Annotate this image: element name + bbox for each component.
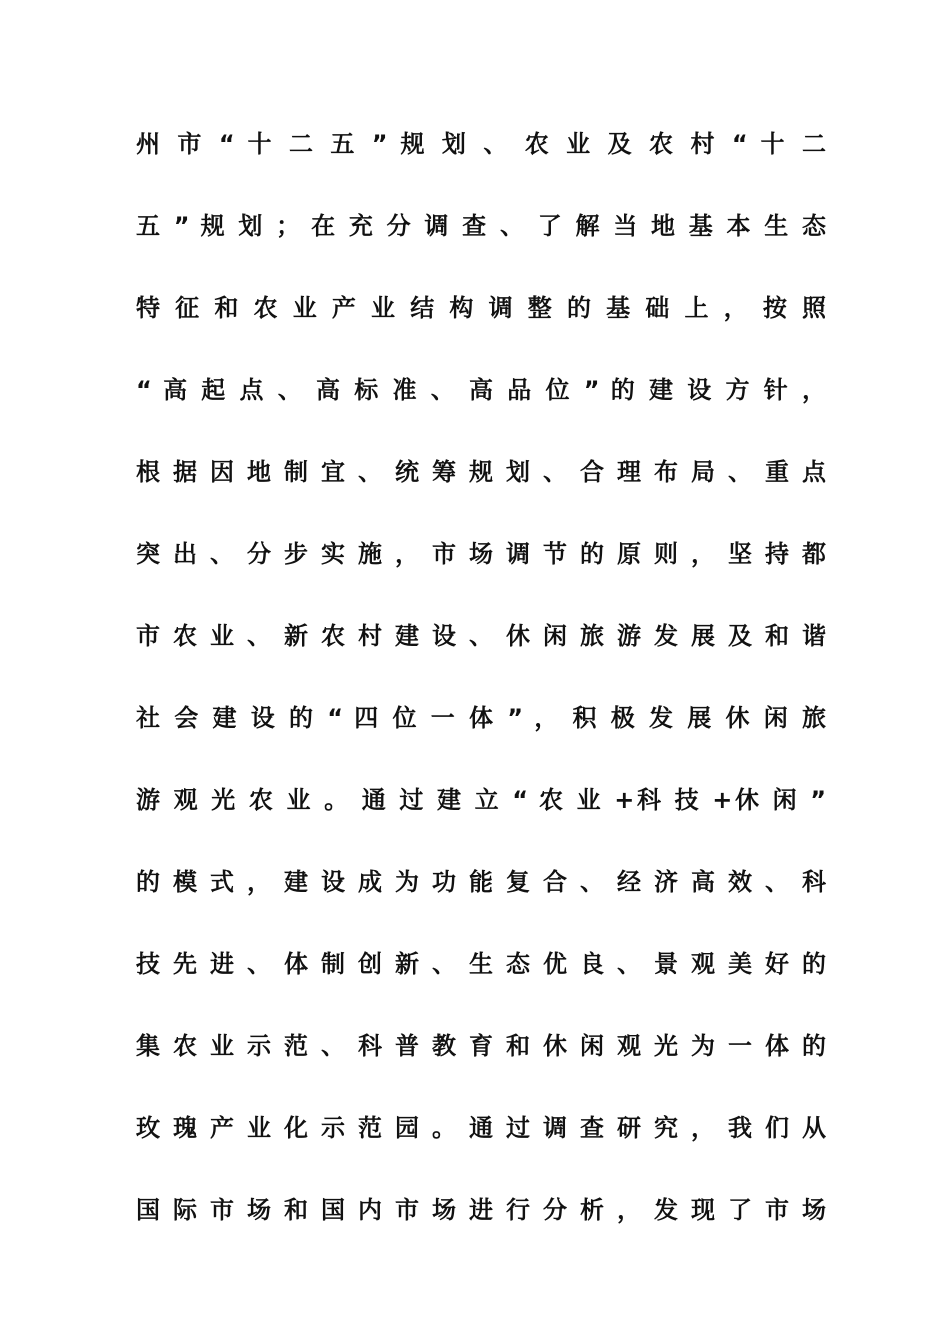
- text-line: 五 ” 规 划 ； 在 充 分 调 查 、 了 解 当 地 基 本 生 态: [136, 212, 826, 240]
- text-line: 玫 瑰 产 业 化 示 范 园 。 通 过 调 查 研 究 ， 我 们 从: [136, 1114, 826, 1142]
- text-line: 国 际 市 场 和 国 内 市 场 进 行 分 析 ， 发 现 了 市 场: [136, 1196, 826, 1224]
- text-line: 的 模 式 ， 建 设 成 为 功 能 复 合 、 经 济 高 效 、 科: [136, 868, 826, 896]
- text-line: 突 出 、 分 步 实 施 ， 市 场 调 节 的 原 则 ， 坚 持 都: [136, 540, 826, 568]
- text-line: “ 高 起 点 、 高 标 准 、 高 品 位 ” 的 建 设 方 针 ，: [136, 376, 826, 404]
- text-line: 根 据 因 地 制 宜 、 统 筹 规 划 、 合 理 布 局 、 重 点: [136, 458, 826, 486]
- text-line: 市 农 业 、 新 农 村 建 设 、 休 闲 旅 游 发 展 及 和 谐: [136, 622, 826, 650]
- text-line: 技 先 进 、 体 制 创 新 、 生 态 优 良 、 景 观 美 好 的: [136, 950, 826, 978]
- text-line: 集 农 业 示 范 、 科 普 教 育 和 休 闲 观 光 为 一 体 的: [136, 1032, 826, 1060]
- text-line: 州 市 “ 十 二 五 ” 规 划 、 农 业 及 农 村 “ 十 二: [136, 130, 826, 158]
- text-line: 特 征 和 农 业 产 业 结 构 调 整 的 基 础 上 ， 按 照: [136, 294, 826, 322]
- text-line: 游 观 光 农 业 。 通 过 建 立 “ 农 业 +科 技 +休 闲 ”: [136, 786, 826, 814]
- body-text: [136, 120, 826, 1268]
- text-line: 社 会 建 设 的 “ 四 位 一 体 ” ， 积 极 发 展 休 闲 旅: [136, 704, 826, 732]
